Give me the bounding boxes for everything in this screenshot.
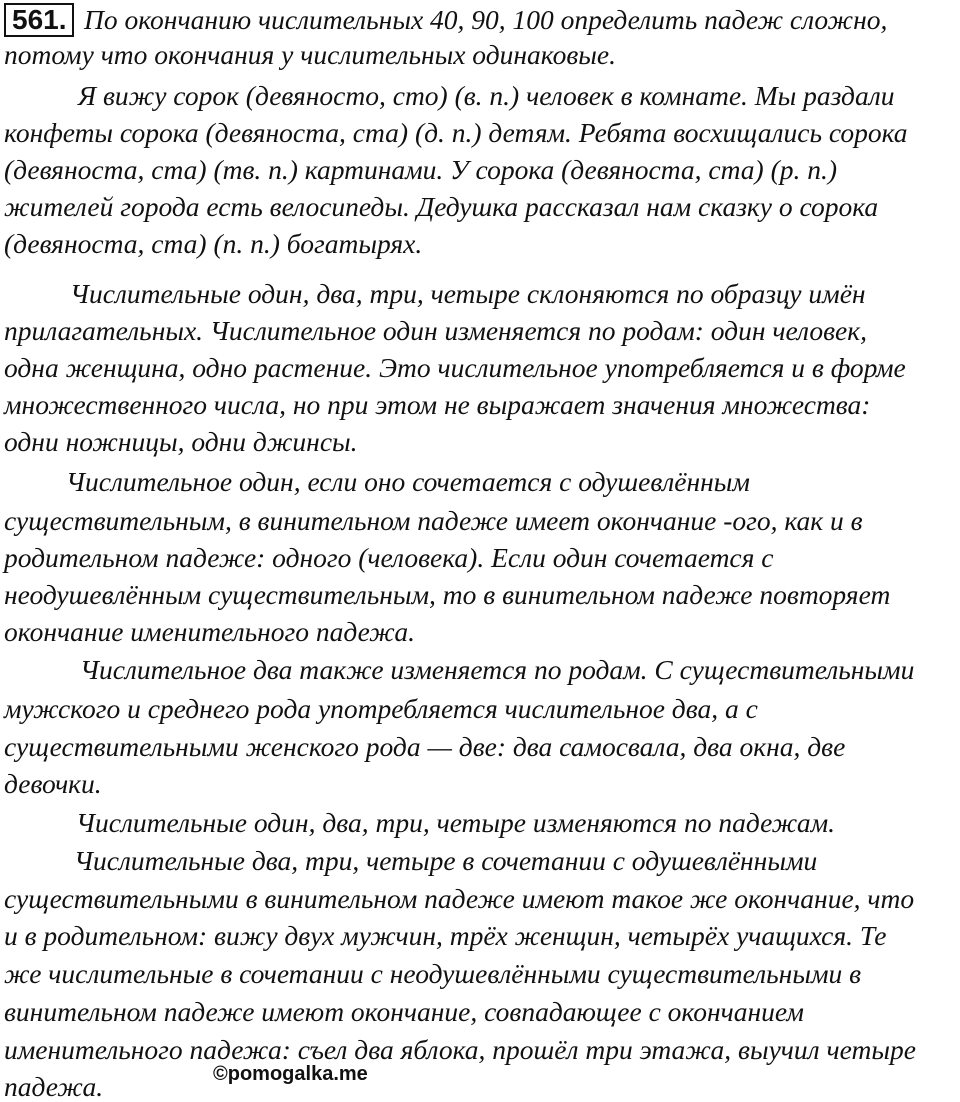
text-line: множественного числа, но при этом не выражает значения множества: xyxy=(4,389,871,420)
text-line: Числительное два также изменяется по родам. С существительными xyxy=(80,654,915,685)
text-line: потому что окончания у числительных одинаковые. xyxy=(4,39,616,70)
text-line: жителей города есть велосипеды. Дедушка рассказал нам сказку о сорока xyxy=(4,191,879,222)
text-line: и в родительном: вижу двух мужчин, трёх женщин, четырёх учащихся. Те xyxy=(4,920,887,951)
text-line: девочки. xyxy=(4,768,102,799)
text-line: Числительное один, если оно сочетается с одушевлённым xyxy=(66,466,750,497)
text-line: Числительные один, два, три, четыре склоняются по образцу имён xyxy=(70,278,866,309)
text-line: падежа. xyxy=(4,1071,104,1102)
text-line: существительными в винительном падеже имеют такое же окончание, что xyxy=(4,883,915,914)
text-line: одни ножницы, одни джинсы. xyxy=(4,426,358,457)
text-line: (девяноста, ста) (тв. п.) картинами. У сорока (девяноста, ста) (р. п.) xyxy=(4,154,838,185)
text-line: родительном падеже: одного (человека). Если один сочетается с xyxy=(4,542,774,573)
text-line: именительного падежа: съел два яблока, прошёл три этажа, выучил четыре xyxy=(4,1034,916,1065)
text-line: одна женщина, одно растение. Это числительное употребляется и в форме xyxy=(4,352,906,383)
text-line: По окончанию числительных 40, 90, 100 определить падеж сложно, xyxy=(84,4,888,35)
text-line: конфеты сорока (девяноста, ста) (д. п.) детям. Ребята восхищались сорока xyxy=(4,117,908,148)
text-line: окончание именительного падежа. xyxy=(4,616,415,647)
text-line: же числительные в сочетании с неодушевлёнными существительными в xyxy=(4,958,862,989)
text-line: (девяноста, ста) (п. п.) богатырях. xyxy=(4,228,423,259)
text-line: неодушевлённым существительным, то в винительном падеже повторяет xyxy=(4,579,891,610)
text-line: Я вижу сорок (девяносто, сто) (в. п.) человек в комнате. Мы раздали xyxy=(78,80,895,111)
text-line: существительным, в винительном падеже имеет окончание -ого, как и в xyxy=(4,505,863,536)
exercise-number: 561. xyxy=(4,3,74,37)
text-line: винительном падеже имеют окончание, совпадающее с окончанием xyxy=(4,996,804,1027)
text-line: существительными женского рода — две: два самосвала, два окна, две xyxy=(4,731,846,762)
text-line: мужского и среднего рода употребляется числительное два, а с xyxy=(4,693,758,724)
watermark: ©pomogalka.me xyxy=(213,1063,368,1085)
text-line: Числительные два, три, четыре в сочетании с одушевлёнными xyxy=(74,845,818,876)
text-line: Числительные один, два, три, четыре изменяются по падежам. xyxy=(76,807,835,838)
text-line: прилагательных. Числительное один изменяется по родам: один человек, xyxy=(4,315,867,346)
